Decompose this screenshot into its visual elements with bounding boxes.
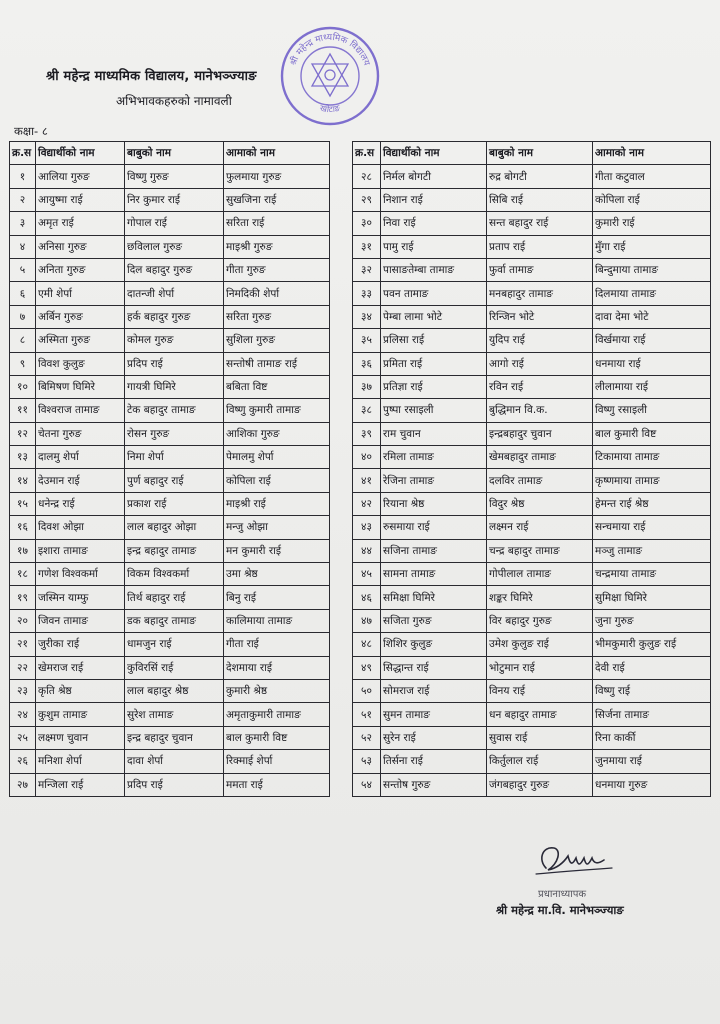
table-row: [10, 633, 330, 656]
mother-name-cell: लीलामाया राई: [593, 375, 711, 398]
student-name-cell: प्रतिज्ञा राई: [381, 375, 487, 398]
table-row: [10, 212, 330, 235]
father-name-cell: रोसन गुरुङ: [125, 422, 224, 445]
father-name-cell: दावा शेर्पा: [125, 750, 224, 773]
sn-cell: ९: [10, 352, 36, 375]
father-name-cell: इन्द्र बहादुर तामाङ: [125, 539, 224, 562]
sn-cell: ५: [10, 258, 36, 281]
father-name-cell: रिन्जिन भोटे: [487, 305, 593, 328]
mother-name-cell: पेमालमु शेर्पा: [224, 446, 330, 469]
student-name-cell: समिक्षा घिमिरे: [381, 586, 487, 609]
student-name-cell: अर्बिन गुरुङ: [36, 305, 125, 328]
student-name-cell: दिवश ओझा: [36, 516, 125, 539]
father-name-cell: इन्द्रबहादुर चुवान: [487, 422, 593, 445]
student-name-cell: सुमन तामाङ: [381, 703, 487, 726]
student-name-cell: सोमराज राई: [381, 679, 487, 702]
sn-cell: ३८: [353, 399, 381, 422]
seal-text-bottom: खोटाङ: [319, 103, 342, 116]
table-row: [10, 446, 330, 469]
table-row: [10, 329, 330, 352]
sn-cell: ५१: [353, 703, 381, 726]
student-name-cell: प्रमिता राई: [381, 352, 487, 375]
table-row: [353, 609, 711, 632]
mother-name-cell: मन्जु ओझा: [224, 516, 330, 539]
mother-name-cell: विष्णु राई: [593, 679, 711, 702]
mother-name-cell: सिर्जना तामाङ: [593, 703, 711, 726]
father-name-cell: सिबि राई: [487, 188, 593, 211]
table-row: [353, 726, 711, 749]
table-row: [353, 282, 711, 305]
father-name-cell: तिर्थ बहादुर राई: [125, 586, 224, 609]
student-name-cell: कुशुम तामाङ: [36, 703, 125, 726]
student-name-cell: अमृत राई: [36, 212, 125, 235]
student-name-cell: खेमराज राई: [36, 656, 125, 679]
sn-cell: २१: [10, 633, 36, 656]
table-row: [10, 586, 330, 609]
student-name-cell: रुसमाया राई: [381, 516, 487, 539]
student-name-cell: मन्जिला राई: [36, 773, 125, 796]
roster-body-left: [10, 165, 330, 797]
table-row: [10, 305, 330, 328]
sn-cell: २: [10, 188, 36, 211]
student-name-cell: रियाना श्रेष्ठ: [381, 492, 487, 515]
student-name-cell: बिमिषण घिमिरे: [36, 375, 125, 398]
father-name-cell: युदिप राई: [487, 329, 593, 352]
mother-name-cell: चन्द्रमाया तामाङ: [593, 563, 711, 586]
mother-name-cell: मञ्जु तामाङ: [593, 539, 711, 562]
father-name-cell: विनय राई: [487, 679, 593, 702]
student-name-cell: पवन तामाङ: [381, 282, 487, 305]
father-name-cell: शङ्कर घिमिरे: [487, 586, 593, 609]
mother-name-cell: फुलमाया गुरुङ: [224, 165, 330, 188]
sn-cell: १०: [10, 375, 36, 398]
sn-cell: २६: [10, 750, 36, 773]
father-name-cell: विर बहादुर गुरुङ: [487, 609, 593, 632]
father-name-cell: खेमबहादुर तामाङ: [487, 446, 593, 469]
seal-text-top: श्री महेन्द्र माध्यमिक विद्यालय: [288, 32, 372, 68]
mother-name-cell: कृष्णमाया तामाङ: [593, 469, 711, 492]
father-name-cell: टेक बहादुर तामाङ: [125, 399, 224, 422]
principal-signature: [528, 838, 618, 886]
sn-cell: २०: [10, 609, 36, 632]
student-name-cell: विश्वराज तामाङ: [36, 399, 125, 422]
father-name-cell: रविन राई: [487, 375, 593, 398]
mother-name-cell: रिक्माई शेर्पा: [224, 750, 330, 773]
mother-name-cell: दावा देमा भोटे: [593, 305, 711, 328]
mother-name-cell: भीमकुमारी कुलुङ राई: [593, 633, 711, 656]
father-name-cell: लाल बहादुर श्रेष्ठ: [125, 679, 224, 702]
mother-name-cell: मन कुमारी राई: [224, 539, 330, 562]
table-row: [353, 492, 711, 515]
sn-cell: ३३: [353, 282, 381, 305]
student-name-cell: अनिता गुरुङ: [36, 258, 125, 281]
mother-name-cell: दिलमाया तामाङ: [593, 282, 711, 305]
sn-cell: २७: [10, 773, 36, 796]
sn-cell: १८: [10, 563, 36, 586]
father-name-cell: दिल बहादुर गुरुङ: [125, 258, 224, 281]
sn-cell: १७: [10, 539, 36, 562]
table-row: [353, 633, 711, 656]
table-row: [10, 399, 330, 422]
sn-cell: ७: [10, 305, 36, 328]
class-label: कक्षा- ८: [14, 124, 48, 138]
table-row: [10, 469, 330, 492]
student-name-cell: आलिया गुरुङ: [36, 165, 125, 188]
sn-cell: १२: [10, 422, 36, 445]
mother-name-cell: देवी राई: [593, 656, 711, 679]
table-row: [353, 679, 711, 702]
father-name-cell: गायत्री घिमिरे: [125, 375, 224, 398]
father-name-cell: सन्त बहादुर राई: [487, 212, 593, 235]
father-name-cell: गोपीलाल तामाङ: [487, 563, 593, 586]
student-name-cell: इशारा तामाङ: [36, 539, 125, 562]
mother-name-cell: बाल कुमारी विष्ट: [593, 422, 711, 445]
header-mother: आमाको नाम: [593, 142, 711, 165]
student-name-cell: कृति श्रेष्ठ: [36, 679, 125, 702]
table-row: [353, 399, 711, 422]
sn-cell: १३: [10, 446, 36, 469]
student-name-cell: शिशिर कुलुङ: [381, 633, 487, 656]
student-name-cell: जस्मिन याम्फु: [36, 586, 125, 609]
mother-name-cell: सन्तोषी तामाङ राई: [224, 352, 330, 375]
table-row: [353, 586, 711, 609]
mother-name-cell: गीता राई: [224, 633, 330, 656]
table-row: [353, 329, 711, 352]
table-row: [353, 375, 711, 398]
student-name-cell: सजिना तामाङ: [381, 539, 487, 562]
star-emblem-icon: [312, 54, 348, 96]
table-row: [353, 422, 711, 445]
mother-name-cell: कोपिला राई: [593, 188, 711, 211]
father-name-cell: प्रताप राई: [487, 235, 593, 258]
table-row: [10, 679, 330, 702]
mother-name-cell: कोपिला राई: [224, 469, 330, 492]
father-name-cell: कुविरसिं राई: [125, 656, 224, 679]
table-row: [10, 375, 330, 398]
student-name-cell: तिर्सना राई: [381, 750, 487, 773]
header-student: विद्यार्थीको नाम: [36, 142, 125, 165]
sn-cell: ३७: [353, 375, 381, 398]
sn-cell: २५: [10, 726, 36, 749]
father-name-cell: विष्णु गुरुङ: [125, 165, 224, 188]
mother-name-cell: विष्णु कुमारी तामाङ: [224, 399, 330, 422]
table-row: [10, 516, 330, 539]
table-row: [10, 563, 330, 586]
father-name-cell: हर्क बहादुर गुरुङ: [125, 305, 224, 328]
student-name-cell: देउमान राई: [36, 469, 125, 492]
sn-cell: ११: [10, 399, 36, 422]
father-name-cell: बुद्धिमान वि.क.: [487, 399, 593, 422]
mother-name-cell: अमृताकुमारी तामाङ: [224, 703, 330, 726]
table-row: [353, 188, 711, 211]
sn-cell: ५०: [353, 679, 381, 702]
document-subtitle: अभिभावकहरुको नामावली: [116, 94, 232, 108]
table-row: [353, 212, 711, 235]
sn-cell: २९: [353, 188, 381, 211]
sn-cell: ३९: [353, 422, 381, 445]
table-row: [10, 235, 330, 258]
mother-name-cell: बाल कुमारी विष्ट: [224, 726, 330, 749]
student-name-cell: मनिशा शेर्पा: [36, 750, 125, 773]
student-name-cell: निशान राई: [381, 188, 487, 211]
father-name-cell: भोटुमान राई: [487, 656, 593, 679]
sn-cell: ४५: [353, 563, 381, 586]
sn-cell: ५३: [353, 750, 381, 773]
mother-name-cell: बिनु राई: [224, 586, 330, 609]
father-name-cell: मनबहादुर तामाङ: [487, 282, 593, 305]
mother-name-cell: मुँगा राई: [593, 235, 711, 258]
student-name-cell: जिवन तामाङ: [36, 609, 125, 632]
father-name-cell: किर्तुलाल राई: [487, 750, 593, 773]
student-name-cell: प्रलिसा राई: [381, 329, 487, 352]
father-name-cell: विकम विश्वकर्मा: [125, 563, 224, 586]
table-row: [353, 703, 711, 726]
student-name-cell: अस्मिता गुरुङ: [36, 329, 125, 352]
sn-cell: ३४: [353, 305, 381, 328]
student-name-cell: निर्मल बोगटी: [381, 165, 487, 188]
table-row: [353, 305, 711, 328]
mother-name-cell: उमा श्रेष्ठ: [224, 563, 330, 586]
sn-cell: ३०: [353, 212, 381, 235]
mother-name-cell: हेमन्त राई श्रेष्ठ: [593, 492, 711, 515]
father-name-cell: दातन्जी शेर्पा: [125, 282, 224, 305]
mother-name-cell: विर्खमाया राई: [593, 329, 711, 352]
student-name-cell: सजिता गुरुङ: [381, 609, 487, 632]
table-row: [10, 539, 330, 562]
student-name-cell: लक्ष्मण चुवान: [36, 726, 125, 749]
table-row: [353, 235, 711, 258]
school-name: श्री महेन्द्र माध्यमिक विद्यालय, मानेभञ्ज्याङ: [46, 69, 257, 84]
sn-cell: ४२: [353, 492, 381, 515]
mother-name-cell: टिकामाया तामाङ: [593, 446, 711, 469]
mother-name-cell: बबिता विष्ट: [224, 375, 330, 398]
mother-name-cell: सुशिला गुरुङ: [224, 329, 330, 352]
sn-cell: ३५: [353, 329, 381, 352]
sn-cell: १५: [10, 492, 36, 515]
mother-name-cell: सरिता राई: [224, 212, 330, 235]
sn-cell: २२: [10, 656, 36, 679]
mother-name-cell: सुखजिना राई: [224, 188, 330, 211]
father-name-cell: सुवास राई: [487, 726, 593, 749]
father-name-cell: सुरेश तामाङ: [125, 703, 224, 726]
table-row: [10, 750, 330, 773]
father-name-cell: निर कुमार राई: [125, 188, 224, 211]
sn-cell: १४: [10, 469, 36, 492]
sn-cell: ४७: [353, 609, 381, 632]
table-header-row: [10, 142, 330, 165]
mother-name-cell: विष्णु रसाइली: [593, 399, 711, 422]
header-father: बाबुको नाम: [125, 142, 224, 165]
father-name-cell: प्रदिप राई: [125, 352, 224, 375]
sn-cell: ४०: [353, 446, 381, 469]
sn-cell: ३: [10, 212, 36, 235]
father-name-cell: रुद्र बोगटी: [487, 165, 593, 188]
sn-cell: २८: [353, 165, 381, 188]
table-row: [353, 539, 711, 562]
table-row: [353, 656, 711, 679]
student-name-cell: एमी शेर्पा: [36, 282, 125, 305]
mother-name-cell: आशिका गुरुङ: [224, 422, 330, 445]
roster-body-right: [353, 165, 711, 797]
mother-name-cell: माइश्री राई: [224, 492, 330, 515]
table-row: [10, 609, 330, 632]
sn-cell: २३: [10, 679, 36, 702]
table-row: [10, 492, 330, 515]
father-name-cell: प्रकाश राई: [125, 492, 224, 515]
table-row: [10, 773, 330, 796]
table-row: [10, 726, 330, 749]
table-row: [353, 516, 711, 539]
table-header-row: [353, 142, 711, 165]
father-name-cell: इन्द्र बहादुर चुवान: [125, 726, 224, 749]
father-name-cell: चन्द्र बहादुर तामाङ: [487, 539, 593, 562]
table-row: [10, 703, 330, 726]
sn-cell: ४४: [353, 539, 381, 562]
table-row: [10, 352, 330, 375]
student-name-cell: रेजिना तामाङ: [381, 469, 487, 492]
student-name-cell: पुष्पा रसाइली: [381, 399, 487, 422]
father-name-cell: धन बहादुर तामाङ: [487, 703, 593, 726]
roster-table-right: [352, 141, 711, 797]
header-sn: क्र.स: [353, 142, 381, 165]
signature-school: श्री महेन्द्र मा.वि. मानेभञ्ज्याङ: [496, 903, 624, 917]
mother-name-cell: कालिमाया तामाङ: [224, 609, 330, 632]
father-name-cell: फुर्वा तामाङ: [487, 258, 593, 281]
table-row: [353, 165, 711, 188]
father-name-cell: विदुर श्रेष्ठ: [487, 492, 593, 515]
mother-name-cell: जुना गुरुङ: [593, 609, 711, 632]
student-name-cell: धनेन्द्र राई: [36, 492, 125, 515]
sn-cell: ८: [10, 329, 36, 352]
student-name-cell: सिद्धान्त राई: [381, 656, 487, 679]
student-name-cell: सामना तामाङ: [381, 563, 487, 586]
mother-name-cell: देशमाया राई: [224, 656, 330, 679]
table-row: [353, 750, 711, 773]
sn-cell: ३२: [353, 258, 381, 281]
father-name-cell: लक्ष्मन राई: [487, 516, 593, 539]
student-name-cell: निवा राई: [381, 212, 487, 235]
student-name-cell: विवश कुलुङ: [36, 352, 125, 375]
student-name-cell: पासाङतेम्बा तामाङ: [381, 258, 487, 281]
mother-name-cell: सरिता गुरुङ: [224, 305, 330, 328]
sn-cell: ६: [10, 282, 36, 305]
table-row: [353, 446, 711, 469]
mother-name-cell: सन्चमाया राई: [593, 516, 711, 539]
student-name-cell: पेम्बा लामा भोटे: [381, 305, 487, 328]
father-name-cell: धामजुन राई: [125, 633, 224, 656]
mother-name-cell: बिन्दुमाया तामाङ: [593, 258, 711, 281]
sn-cell: ४९: [353, 656, 381, 679]
header-father: बाबुको नाम: [487, 142, 593, 165]
roster-table-left: [9, 141, 330, 797]
father-name-cell: कोमल गुरुङ: [125, 329, 224, 352]
student-name-cell: गणेश विश्वकर्मा: [36, 563, 125, 586]
header-student: विद्यार्थीको नाम: [381, 142, 487, 165]
father-name-cell: डक बहादुर तामाङ: [125, 609, 224, 632]
sn-cell: १९: [10, 586, 36, 609]
father-name-cell: दलविर तामाङ: [487, 469, 593, 492]
table-row: [353, 258, 711, 281]
sn-cell: ५४: [353, 773, 381, 796]
header-mother: आमाको नाम: [224, 142, 330, 165]
sn-cell: ५२: [353, 726, 381, 749]
sn-cell: २४: [10, 703, 36, 726]
table-row: [10, 282, 330, 305]
mother-name-cell: माइश्री गुरुङ: [224, 235, 330, 258]
sn-cell: ४१: [353, 469, 381, 492]
table-row: [10, 656, 330, 679]
mother-name-cell: धनमाया राई: [593, 352, 711, 375]
table-row: [353, 563, 711, 586]
father-name-cell: निमा शेर्पा: [125, 446, 224, 469]
student-name-cell: राम चुवान: [381, 422, 487, 445]
sn-cell: ४८: [353, 633, 381, 656]
student-name-cell: दालमु शेर्पा: [36, 446, 125, 469]
mother-name-cell: कुमारी श्रेष्ठ: [224, 679, 330, 702]
sn-cell: ४: [10, 235, 36, 258]
mother-name-cell: धनमाया गुरुङ: [593, 773, 711, 796]
student-name-cell: रमिला तामाङ: [381, 446, 487, 469]
table-row: [353, 469, 711, 492]
header-sn: क्र.स: [10, 142, 36, 165]
table-row: [10, 188, 330, 211]
mother-name-cell: गीता गुरुङ: [224, 258, 330, 281]
father-name-cell: जंगबहादुर गुरुङ: [487, 773, 593, 796]
father-name-cell: उमेश कुलुङ राई: [487, 633, 593, 656]
father-name-cell: पुर्ण बहादुर राई: [125, 469, 224, 492]
sn-cell: ३१: [353, 235, 381, 258]
student-name-cell: सन्तोष गुरुङ: [381, 773, 487, 796]
table-row: [353, 352, 711, 375]
father-name-cell: गोपाल राई: [125, 212, 224, 235]
mother-name-cell: निमदिकी शेर्पा: [224, 282, 330, 305]
student-name-cell: अनिसा गुरुङ: [36, 235, 125, 258]
mother-name-cell: सुमिक्षा घिमिरे: [593, 586, 711, 609]
signature-role: प्रधानाध्यापक: [538, 889, 587, 900]
school-seal-stamp: [278, 24, 382, 128]
mother-name-cell: कुमारी राई: [593, 212, 711, 235]
student-name-cell: आयुष्मा राई: [36, 188, 125, 211]
sn-cell: ३६: [353, 352, 381, 375]
sn-cell: ४६: [353, 586, 381, 609]
table-row: [10, 165, 330, 188]
table-row: [10, 258, 330, 281]
father-name-cell: छविलाल गुरुङ: [125, 235, 224, 258]
mother-name-cell: गीता कटुवाल: [593, 165, 711, 188]
student-name-cell: सुरेन राई: [381, 726, 487, 749]
sn-cell: १६: [10, 516, 36, 539]
mother-name-cell: जुनमाया राई: [593, 750, 711, 773]
mother-name-cell: ममता राई: [224, 773, 330, 796]
father-name-cell: प्रदिप राई: [125, 773, 224, 796]
table-row: [10, 422, 330, 445]
student-name-cell: चेतना गुरुङ: [36, 422, 125, 445]
student-name-cell: जुरीका राई: [36, 633, 125, 656]
student-name-cell: पामु राई: [381, 235, 487, 258]
mother-name-cell: रिना कार्की: [593, 726, 711, 749]
father-name-cell: लाल बहादुर ओझा: [125, 516, 224, 539]
sn-cell: १: [10, 165, 36, 188]
table-row: [353, 773, 711, 796]
sn-cell: ४३: [353, 516, 381, 539]
father-name-cell: आगो राई: [487, 352, 593, 375]
